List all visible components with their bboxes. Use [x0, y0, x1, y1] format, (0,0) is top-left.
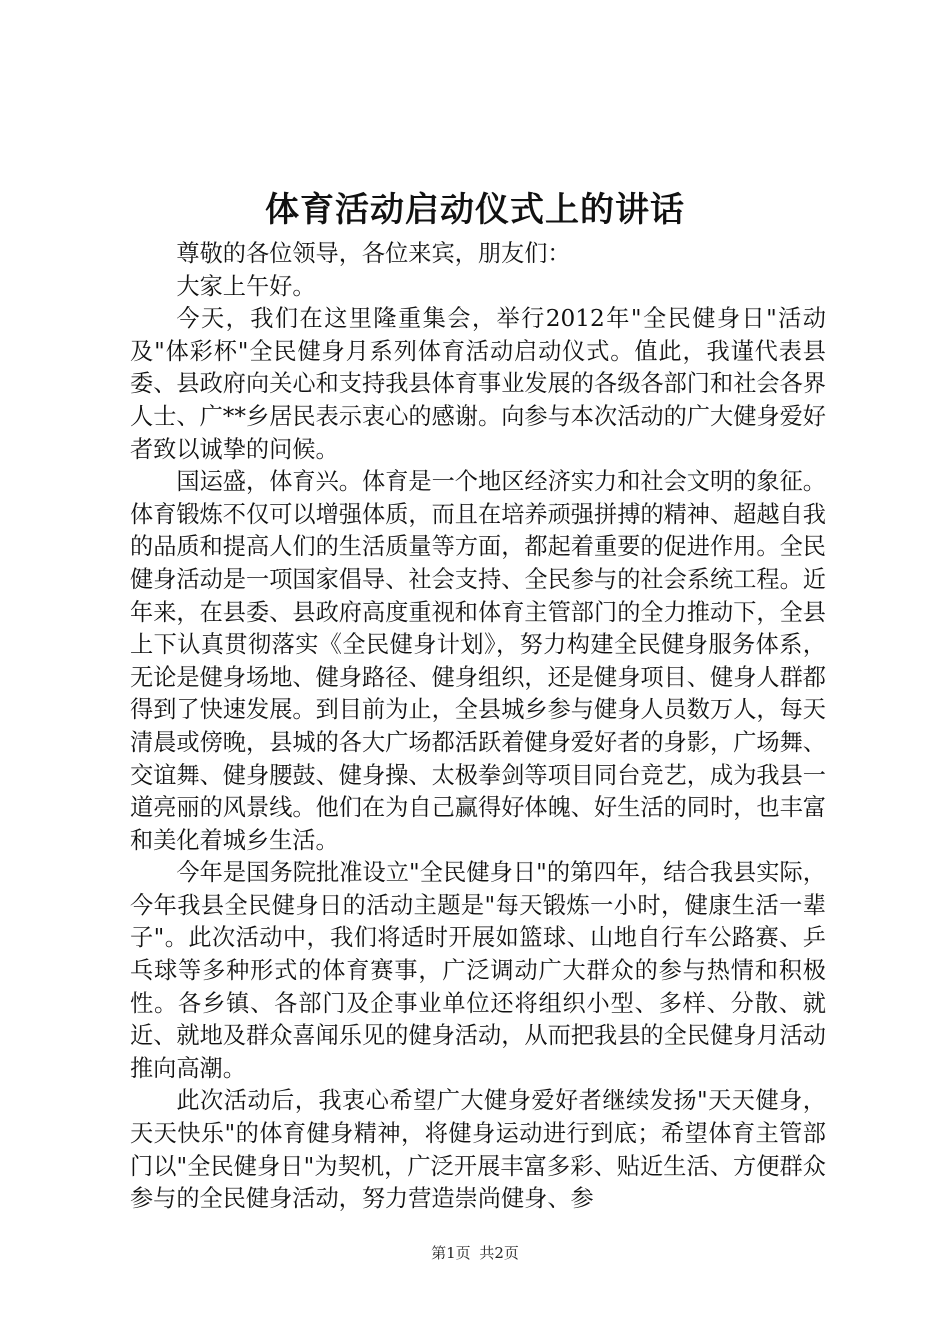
- paragraph-salutation: 尊敬的各位领导，各位来宾，朋友们：: [176, 240, 571, 267]
- paragraph: 此次活动后，我衷心希望广大健身爱好者继续发扬"天天健身，天天快乐"的体育健身精神，将健身运动进行到底；希望体育主管部门以"全民健身日"为契机，广泛开展丰富多彩、贴近生活、方便群众参与的全民健身活动，努力营造崇尚健身、参: [130, 1087, 826, 1213]
- paragraph-greeting: 大家上午好。: [176, 272, 316, 300]
- document-body: [130, 238, 826, 1216]
- paragraph: 今年是国务院批准设立"全民健身日"的第四年，结合我县实际，今年我县全民健身日的活动主题是"每天锻炼一小时，健康生活一辈子"。此次活动中，我们将适时开展如篮球、山地自行车公路赛、乒乓球等多种形式的体育赛事，广泛调动广大群众的参与热情和积极性。各乡镇、各部门及企事业单位还将组织小型、多样、分散、就近、就地及群众喜闻乐见的健身活动，从而把我县的全民健身月活动推向高潮。: [130, 859, 826, 1082]
- paragraph: 今天，我们在这里隆重集会，举行2012年"全民健身日"活动及"体彩杯"全民健身月系列体育活动启动仪式。值此，我谨代表县委、县政府向关心和支持我县体育事业发展的各级各部门和社会各界人士、广**乡居民表示衷心的感谢。向参与本次活动的广大健身爱好者致以诚挚的问候。: [130, 305, 826, 463]
- page-total: 共2页: [479, 1244, 519, 1262]
- document-title: 体育活动启动仪式上的讲话: [265, 190, 685, 230]
- page-number: 第1页: [431, 1244, 471, 1262]
- page-footer: [0, 1243, 950, 1263]
- paragraph: 国运盛，体育兴。体育是一个地区经济实力和社会文明的象征。体育锻炼不仅可以增强体质，而且在培养顽强拼搏的精神、超越自我的品质和提高人们的生活质量等方面，都起着重要的促进作用。全民健身活动是一项国家倡导、社会支持、全民参与的社会系统工程。近年来，在县委、县政府高度重视和体育主管部门的全力推动下，全县上下认真贯彻落实《全民健身计划》，努力构建全民健身服务体系，无论是健身场地、健身路径、健身组织，还是健身项目、健身人群都得到了快速发展。到目前为止，全县城乡参与健身人员数万人，每天清晨或傍晚，县城的各大广场都活跃着健身爱好者的身影，广场舞、交谊舞、健身腰鼓、健身操、太极拳剑等项目同台竞艺，成为我县一道亮丽的风景线。他们在为自己赢得好体魄、好生活的同时，也丰富和美化着城乡生活。: [130, 468, 826, 854]
